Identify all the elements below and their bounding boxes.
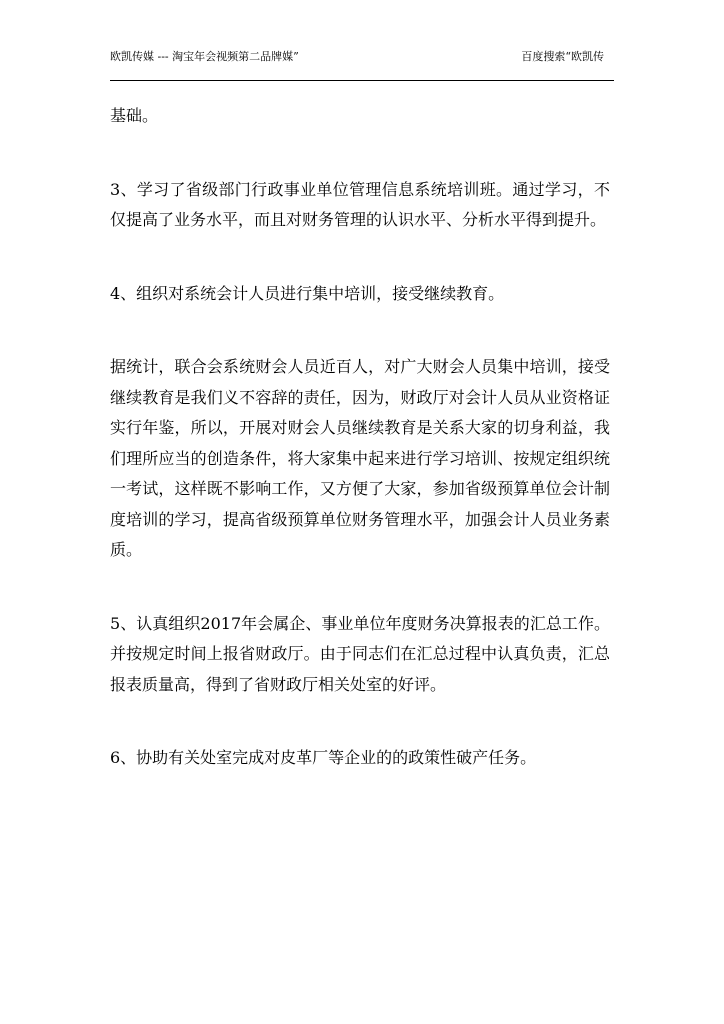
paragraph-statistics: 据统计，联合会系统财会人员近百人，对广大财会人员集中培训，接受继续教育是我们义不容辞的责任，因为，财政厅对会计人员从业资格证实行年鉴，所以，开展对财会人员继续教育是关系大家的切身利益，我们理所应当的创造条件，将大家集中起来进行学习培训、按规定组织统一考试，这样既不影响工作，又方便了大家，参加省级预算单位会计制度培训的学习，提高省级预算单位财务管理水平，加强会计人员业务素质。: [110, 357, 610, 559]
page-header: [110, 50, 614, 80]
paragraph-gap: [110, 132, 610, 175]
paragraph-item-5: 5、认真组织2017年会属企、事业单位年度财务决算报表的汇总工作。并按规定时间上报省财政厅。由于同志们在汇总过程中认真负责，汇总报表质量高，得到了省财政厅相关处室的好评。: [110, 613, 610, 694]
paragraph-item-3: 3、学习了省级部门行政事业单位管理信息系统培训班。通过学习，不仅提高了业务水平，而且对财务管理的认识水平、分析水平得到提升。: [110, 179, 610, 229]
header-divider: [110, 80, 614, 81]
header-right-text: 百度搜索“欧凯传: [521, 50, 604, 63]
paragraph-gap: [110, 309, 610, 352]
header-left-text: 欧凯传媒 --- 淘宝年会视频第二品牌媒”: [110, 50, 299, 63]
document-body: [110, 101, 610, 774]
paragraph-gap: [110, 236, 610, 279]
paragraph-gap: [110, 566, 610, 609]
paragraph-item-4: 4、组织对系统会计人员进行集中培训，接受继续教育。: [110, 283, 505, 303]
paragraph-gap: [110, 700, 610, 743]
paragraph-item-6: 6、协助有关处室完成对皮革厂等企业的的政策性破产任务。: [110, 748, 537, 767]
paragraph-continuation: 基础。: [110, 106, 159, 125]
